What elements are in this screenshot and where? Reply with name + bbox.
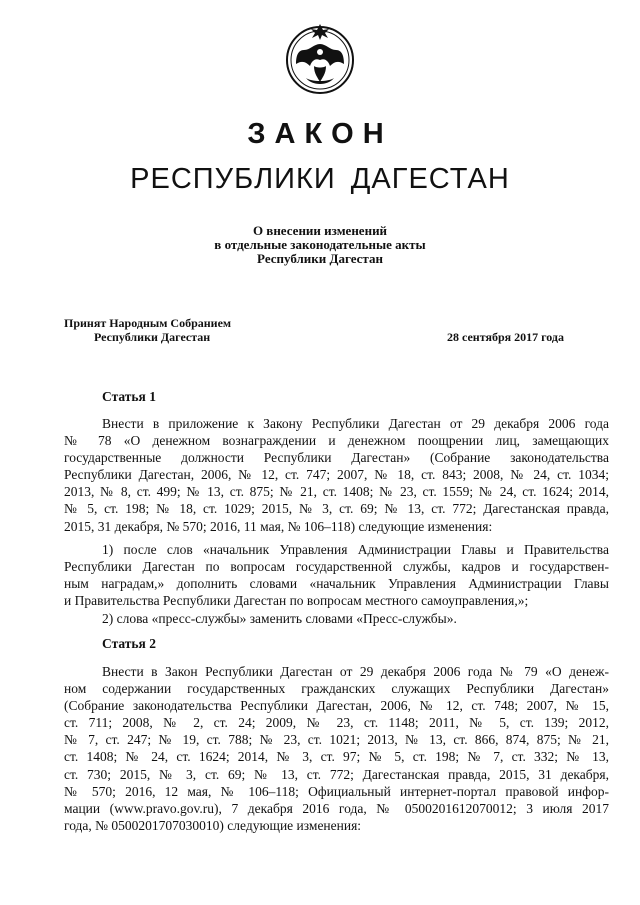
text-line: и Правительства Республики Дагестан по вопросам местного самоуправления,»; <box>64 593 529 609</box>
text-line: мации (www.pravo.gov.ru), 7 декабря 2016 года, № 0500201612070012; 3 июля 2017 <box>64 800 609 816</box>
text-line: 2013, № 8, ст. 499; № 13, ст. 875; № 21, ст. 1408; № 23, ст. 1559; № 24, ст. 1624; 2014, <box>64 484 609 500</box>
article-2-title: Статья 2 <box>102 636 156 651</box>
adoption-block <box>64 316 231 344</box>
text-line: Республики Дагестан, 2006, № 12, ст. 747; 2007, № 18, ст. 843; 2008, № 24, ст. 1034; <box>64 467 609 483</box>
text-line: (Собрание законодательства Республики Дагестан, 2006, № 12, ст. 748; 2007, № 15, <box>64 698 609 714</box>
text-line: Республики Дагестан по вопросам государственной службы, кадров и государствен- <box>64 559 609 575</box>
article-1-intro <box>64 415 609 535</box>
article-1-item-2 <box>64 610 609 627</box>
adoption-line: Принят Народным Собранием <box>64 316 232 330</box>
text-line: Внести в приложение к Закону Республики Дагестан от 29 декабря 2006 года <box>102 416 609 431</box>
text-line: Внести в Закон Республики Дагестан от 29 декабря 2006 года № 79 «О денеж- <box>102 664 609 679</box>
coat-of-arms-emblem <box>284 20 356 98</box>
document-title <box>0 224 640 266</box>
text-line: ст. 730; 2015, № 3, ст. 69; № 13, ст. 772; Дагестанская правда, 2015, 31 декабря, <box>64 766 609 782</box>
text-line: ным наградам,» дополнить словами «начальник Управления Администрации Главы <box>64 576 609 592</box>
text-line: 2) слова «пресс-службы» заменить словами «Пресс-службы». <box>102 611 457 626</box>
text-line: 2015, 31 декабря, № 570; 2016, 11 мая, № 106–118) следующие изменения: <box>64 518 493 534</box>
document-title-line: О внесении изменений <box>252 223 388 238</box>
law-heading: ЗАКОН <box>247 118 393 150</box>
article-2-intro <box>64 663 609 834</box>
article-1-item-1 <box>64 541 609 609</box>
text-line: 1) после слов «начальник Управления Администрации Главы и Правительства <box>102 542 609 557</box>
document-title-line: в отдельные законодательные акты <box>214 237 426 252</box>
text-line: № 570; 2016, 12 мая, № 106–118; Официальный интернет-портал правовой инфор- <box>64 783 609 799</box>
adoption-date: 28 сентября 2017 года <box>447 330 564 344</box>
text-line: ст. 711; 2008, № 2, ст. 24; 2009, № 23, ст. 1148; 2011, № 5, ст. 139; 2012, <box>64 715 609 731</box>
text-line: ном содержании государственных гражданских служащих Республики Дагестан» <box>64 681 609 697</box>
text-line: государственные должности Республики Дагестан» (Собрание законодательства <box>64 450 609 466</box>
adoption-line: Республики Дагестан <box>94 330 211 344</box>
text-line: № 78 «О денежном вознаграждении и денежном поощрении лиц, замещающих <box>64 433 609 449</box>
document-title-line: Республики Дагестан <box>257 251 383 266</box>
article-1-title: Статья 1 <box>102 389 156 404</box>
republic-heading: РЕСПУБЛИКИ ДАГЕСТАН <box>130 163 510 195</box>
text-line: № 7, ст. 247; № 19, ст. 788; № 23, ст. 1021; 2013, № 13, ст. 866, 874, 875; № 21, <box>64 732 609 748</box>
text-line: года, № 0500201707030010) следующие изменения: <box>64 817 362 833</box>
text-line: ст. 1408; № 24, ст. 1624; 2014, № 3, ст. 97; № 5, ст. 198; № 7, ст. 332; № 13, <box>64 749 609 765</box>
text-line: № 5, ст. 198; № 18, ст. 1029; 2015, № 3, ст. 69; № 13, ст. 772; Дагестанская правда, <box>64 501 609 517</box>
